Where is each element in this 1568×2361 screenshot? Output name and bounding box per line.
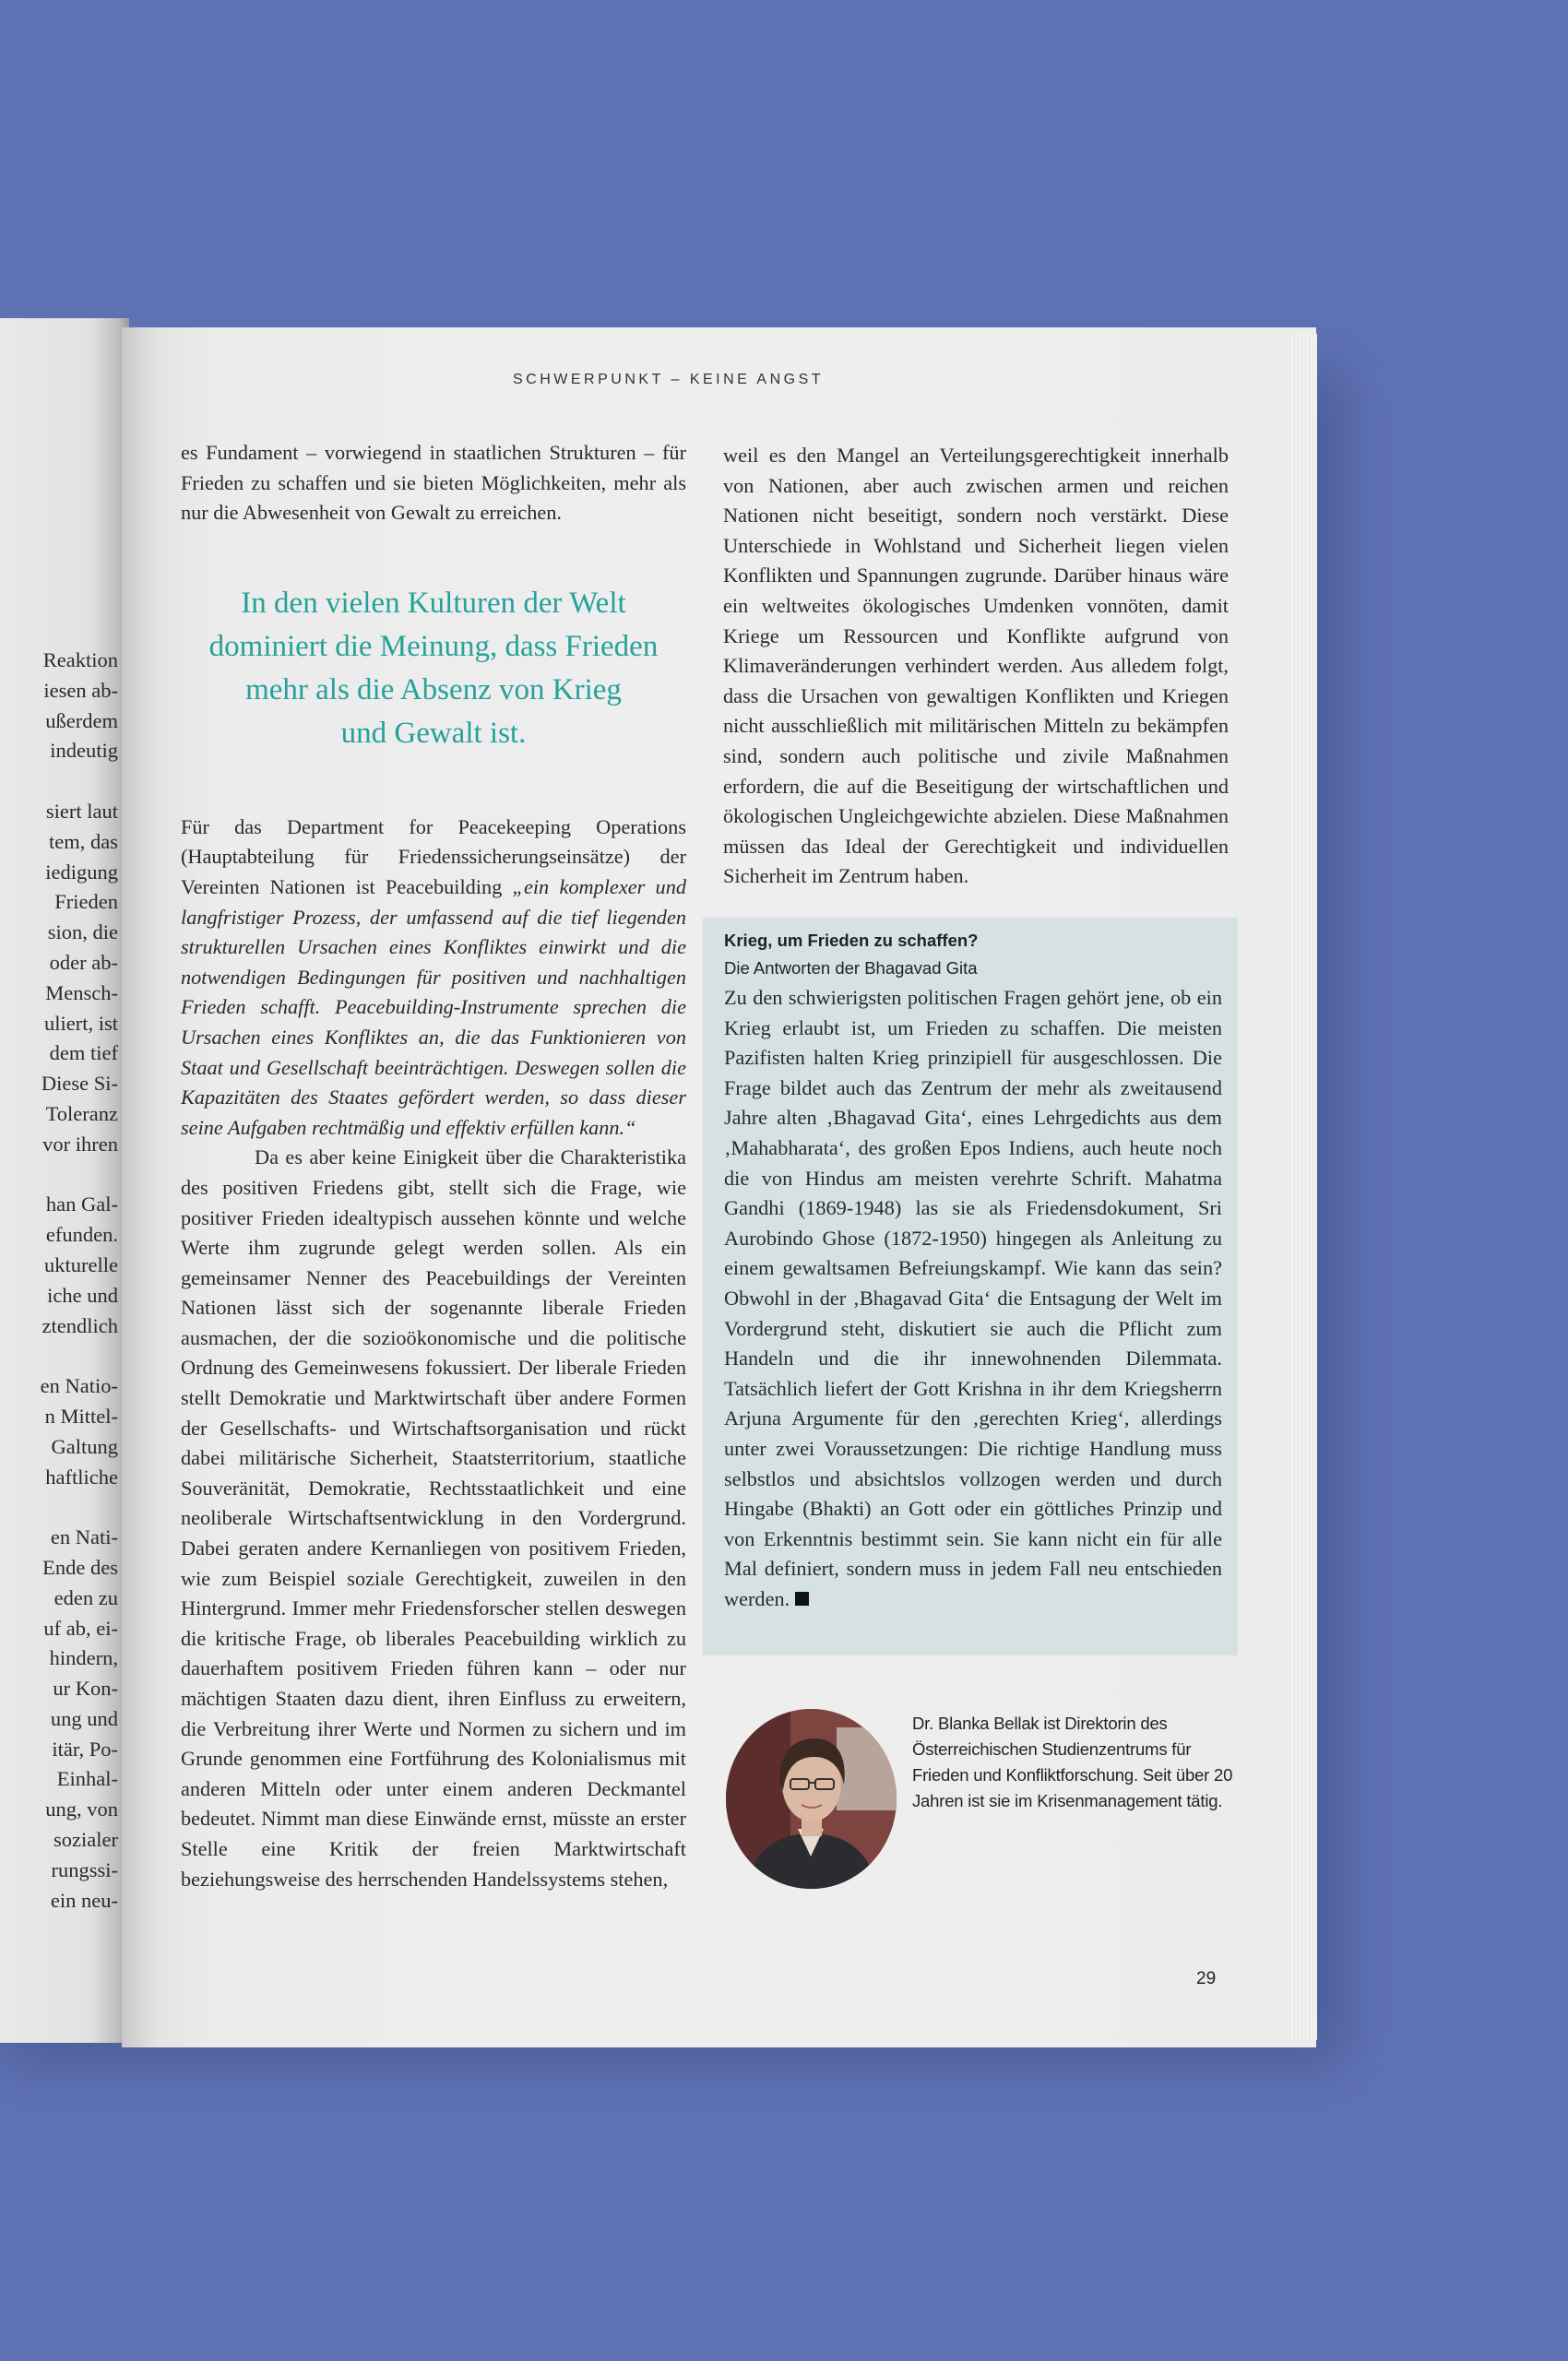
left-page-line: Ende des: [42, 1555, 118, 1579]
left-page-line: n Mittel-: [44, 1404, 118, 1428]
left-page-line: Mensch-: [45, 980, 118, 1004]
running-head: SCHWERPUNKT – KEINE ANGST: [513, 372, 825, 387]
left-page-line: [0, 1492, 118, 1523]
left-page-line: [0, 1160, 118, 1191]
left-page-line: tem, das: [49, 829, 118, 853]
left-page-line: iesen ab-: [43, 678, 118, 702]
left-page-line: iedigung: [45, 860, 118, 884]
portrait-illustration: [726, 1709, 897, 1889]
left-page-line: Reaktion: [42, 648, 118, 671]
pull-quote-line: mehr als die Absenz von Krieg: [245, 672, 622, 706]
left-page-text: [0, 646, 118, 1916]
page-number: 29: [1196, 1969, 1217, 1988]
left-page-line: ußerdem: [45, 708, 118, 732]
left-page-line: sion, die: [47, 920, 118, 944]
sidebar-box-content: [724, 927, 1222, 1614]
left-page-line: rungssi-: [51, 1857, 118, 1881]
left-page-line: uf ab, ei-: [43, 1616, 118, 1640]
liberal-peace-paragraph: Da es aber keine Einigkeit über die Charakteristika des positiven Friedens gibt, stellt sich die Frage, wie positiver Frieden idealtypisch aussehen könnte und welche Werte ihm zugrunde gelegt werden sollen. Als ein gemeinsamer Nenner des Peacebuildings der Vereinten Nationen lässt sich der sogenannte liberale Frieden ausmachen, der die sozioökonomische und die politische Ordnung des Gemeinwesens fokussiert. Der liberale Frieden stellt Demokratie und Marktwirtschaft über andere Formen der Gesellschafts- und Wirtschaftsorganisation und rückt dabei militärische Sicherheit, Staatsterritorium, staatliche Souveränität, Demokratie, Rechtsstaatlichkeit und eine neoliberale Wirtschaftsentwicklung in den Vordergrund. Dabei geraten andere Kernanliegen von positivem Frieden, wie zum Beispiel soziale Gerechtigkeit, zuweilen in den Hintergrund. Immer mehr Friedensforscher stellen deswegen die kritische Frage, ob liberales Peacebuilding wirklich zu dauerhaftem positivem Frieden führen kann – oder nur mächtigen Staaten dazu dient, ihren Einfluss zu erweitern, die Verbreitung ihrer Werte und Normen zu sichern und im Grunde genommen eine Fortführung des Kolonialismus mit anderen Mitteln oder unter einem anderen Deckmantel bedeutet. Nimmt man diese Einwände ernst, müsste an erster Stelle eine Kritik der freien Marktwirtschaft beziehungsweise des herrschenden Handelssystems stehen,: [181, 1145, 686, 1891]
left-page-line: Galtung: [51, 1434, 118, 1458]
left-page-line: han Gal-: [45, 1192, 118, 1216]
left-column: [181, 438, 686, 1894]
right-paragraph: weil es den Mangel an Verteilungsgerechtigkeit innerhalb von Nationen, aber auch zwischen armen und reichen Nationen nicht beseitigt, sondern noch verstärkt. Diese Unterschiede in Wohlstand und Sicherheit liegen vielen Konflikten und Spannungen zugrunde. Darüber hinaus wäre ein weltweites ökologisches Umdenken vonnöten, damit Kriege um Ressourcen und Konflikte aufgrund von Klimaveränderungen verhindert werden. Aus alledem folgt, dass die Ursachen von gewaltigen Konflikten und Kriegen nicht ausschließlich mit militärischen Mitteln zu bekämpfen sind, sondern auch politische und zivile Maßnahmen erfordern, die auf die Beseitigung der wirtschaftlichen und ökologischen Ungleichgewichte abzielen. Diese Maßnahmen müssen das Ideal der Gerechtigkeit und individuellen Sicherheit im Zentrum haben.: [723, 444, 1229, 888]
pull-quote: [181, 582, 686, 755]
left-page-line: hindern,: [49, 1646, 118, 1670]
left-page-line: ung und: [50, 1706, 118, 1730]
left-page-line: dem tief: [49, 1041, 118, 1065]
left-page-line: ur Kon-: [53, 1677, 118, 1701]
box-subtitle: Die Antworten der Bhagavad Gita: [724, 958, 978, 978]
left-page-line: Diese Si-: [41, 1072, 118, 1096]
left-page-line: sozialer: [53, 1828, 118, 1852]
left-page-line: Einhal-: [56, 1767, 118, 1791]
pull-quote-line: In den vielen Kulturen der Welt: [241, 586, 626, 620]
left-page-line: uliert, ist: [44, 1011, 118, 1035]
left-page-line: vor ihren: [42, 1132, 118, 1156]
author-portrait: [726, 1709, 897, 1889]
box-body: [724, 983, 1222, 1614]
right-column: [723, 441, 1229, 892]
left-page-line: Frieden: [54, 890, 118, 914]
left-page-line: itär, Po-: [52, 1737, 118, 1761]
page-edges: [1291, 334, 1317, 2040]
author-bio: Dr. Blanka Bellak ist Direktorin des Österreichischen Studienzentrums für Frieden und Konfliktforschung. Seit über 20 Jahren ist sie im Krisenmanagement tätig.: [912, 1714, 1233, 1810]
left-page-line: en Natio-: [40, 1374, 118, 1398]
left-page-line: haftliche: [45, 1465, 118, 1489]
pull-quote-line: dominiert die Meinung, dass Frieden: [208, 629, 659, 663]
left-page-line: ztendlich: [42, 1313, 118, 1337]
peacebuilding-paragraph: [181, 813, 686, 1144]
left-page-line: ein neu-: [50, 1888, 118, 1912]
left-page-line: eden zu: [53, 1585, 118, 1609]
box-body-text: Zu den schwierigsten politischen Fragen gehört jene, ob ein Krieg erlaubt ist, um Frieden zu schaffen. Die meisten Pazifisten halten Krieg prinzipiell für ausgeschlossen. Die Frage bildet auch das Zentrum der mehr als zweitausend Jahre alten ‚Bhagavad Gita‘, eines Lehrgedichts aus dem ‚Mahabharata‘, des großen Epos Indiens, auch heute noch die von Hindus am meisten verehrte Schrift. Mahatma Gandhi (1869-1948) las sie als Friedensdokument, Sri Aurobindo Ghose (1872-1950) hingegen als Anleitung zu einem gewaltsamen Befreiungskampf. Wie kann das sein? Obwohl in der ‚Bhagavad Gita‘ die Entsagung der Welt im Vordergrund steht, diskutiert sie auch die Pflicht zum Handeln und die ihr innewohnenden Dilemmata. Tatsächlich liefert der Gott Krishna in ihr dem Kriegsherrn Arjuna Argumente für den ‚gerechten Krieg‘, allerdings unter zwei Voraussetzungen: Die richtige Handlung muss selbstlos und absichtslos vollzogen werden und durch Hingabe (Bhakti) an Gott oder ein göttliches Prinzip und von Erkenntnis bestimmt sein. Sie kann nicht ein für alle Mal definiert, sondern muss in jedem Fall neu entschieden werden.: [724, 986, 1222, 1610]
left-page: [0, 318, 129, 2043]
left-page-line: ukturelle: [44, 1252, 118, 1276]
pull-quote-line: und Gewalt ist.: [340, 716, 527, 750]
left-page-line: en Nati-: [50, 1525, 118, 1549]
sidebar-box: [703, 918, 1238, 1655]
left-page-line: siert laut: [45, 799, 118, 823]
paragraph-text: Für das Department for Peacekeeping Operations (Hauptabteilung für Friedenssicherungseinsätze) der Vereinten Nationen ist Peacebuilding: [181, 814, 686, 898]
left-page-line: efunden.: [45, 1223, 118, 1247]
end-mark-icon: [795, 1592, 809, 1606]
left-page-line: Toleranz: [45, 1101, 118, 1125]
intro-paragraph: es Fundament – vorwiegend in staatlichen Strukturen – für Frieden zu schaffen und sie bieten Möglichkeiten, mehr als nur die Abwesenheit von Gewalt zu erreichen.: [181, 441, 686, 525]
box-title: Krieg, um Frieden zu schaffen?: [724, 931, 979, 950]
un-quote: „ein komplexer und langfristiger Prozess, der umfassend auf die tief liegenden strukturellen Ursachen eines Konfliktes einwirkt und die notwendigen Bedingungen für positiven und nachhaltigen Frieden schafft. Peacebuilding-Instrumente sprechen die Ursachen eines Konfliktes an, die das Funktionieren von Staat und Gesellschaft beeinträchtigen. Deswegen sollen die Kapazitäten des Staates gefördert werden, so dass dieser seine Aufgaben rechtmäßig und effektiv erfüllen kann.“: [181, 874, 686, 1139]
left-page-line: ung, von: [45, 1797, 118, 1821]
left-page-line: iche und: [47, 1283, 118, 1307]
right-page: [122, 327, 1316, 2047]
left-page-line: indeutig: [50, 739, 118, 763]
left-page-line: [0, 1341, 118, 1371]
left-page-line: [0, 766, 118, 797]
left-page-line: oder ab-: [49, 950, 118, 974]
